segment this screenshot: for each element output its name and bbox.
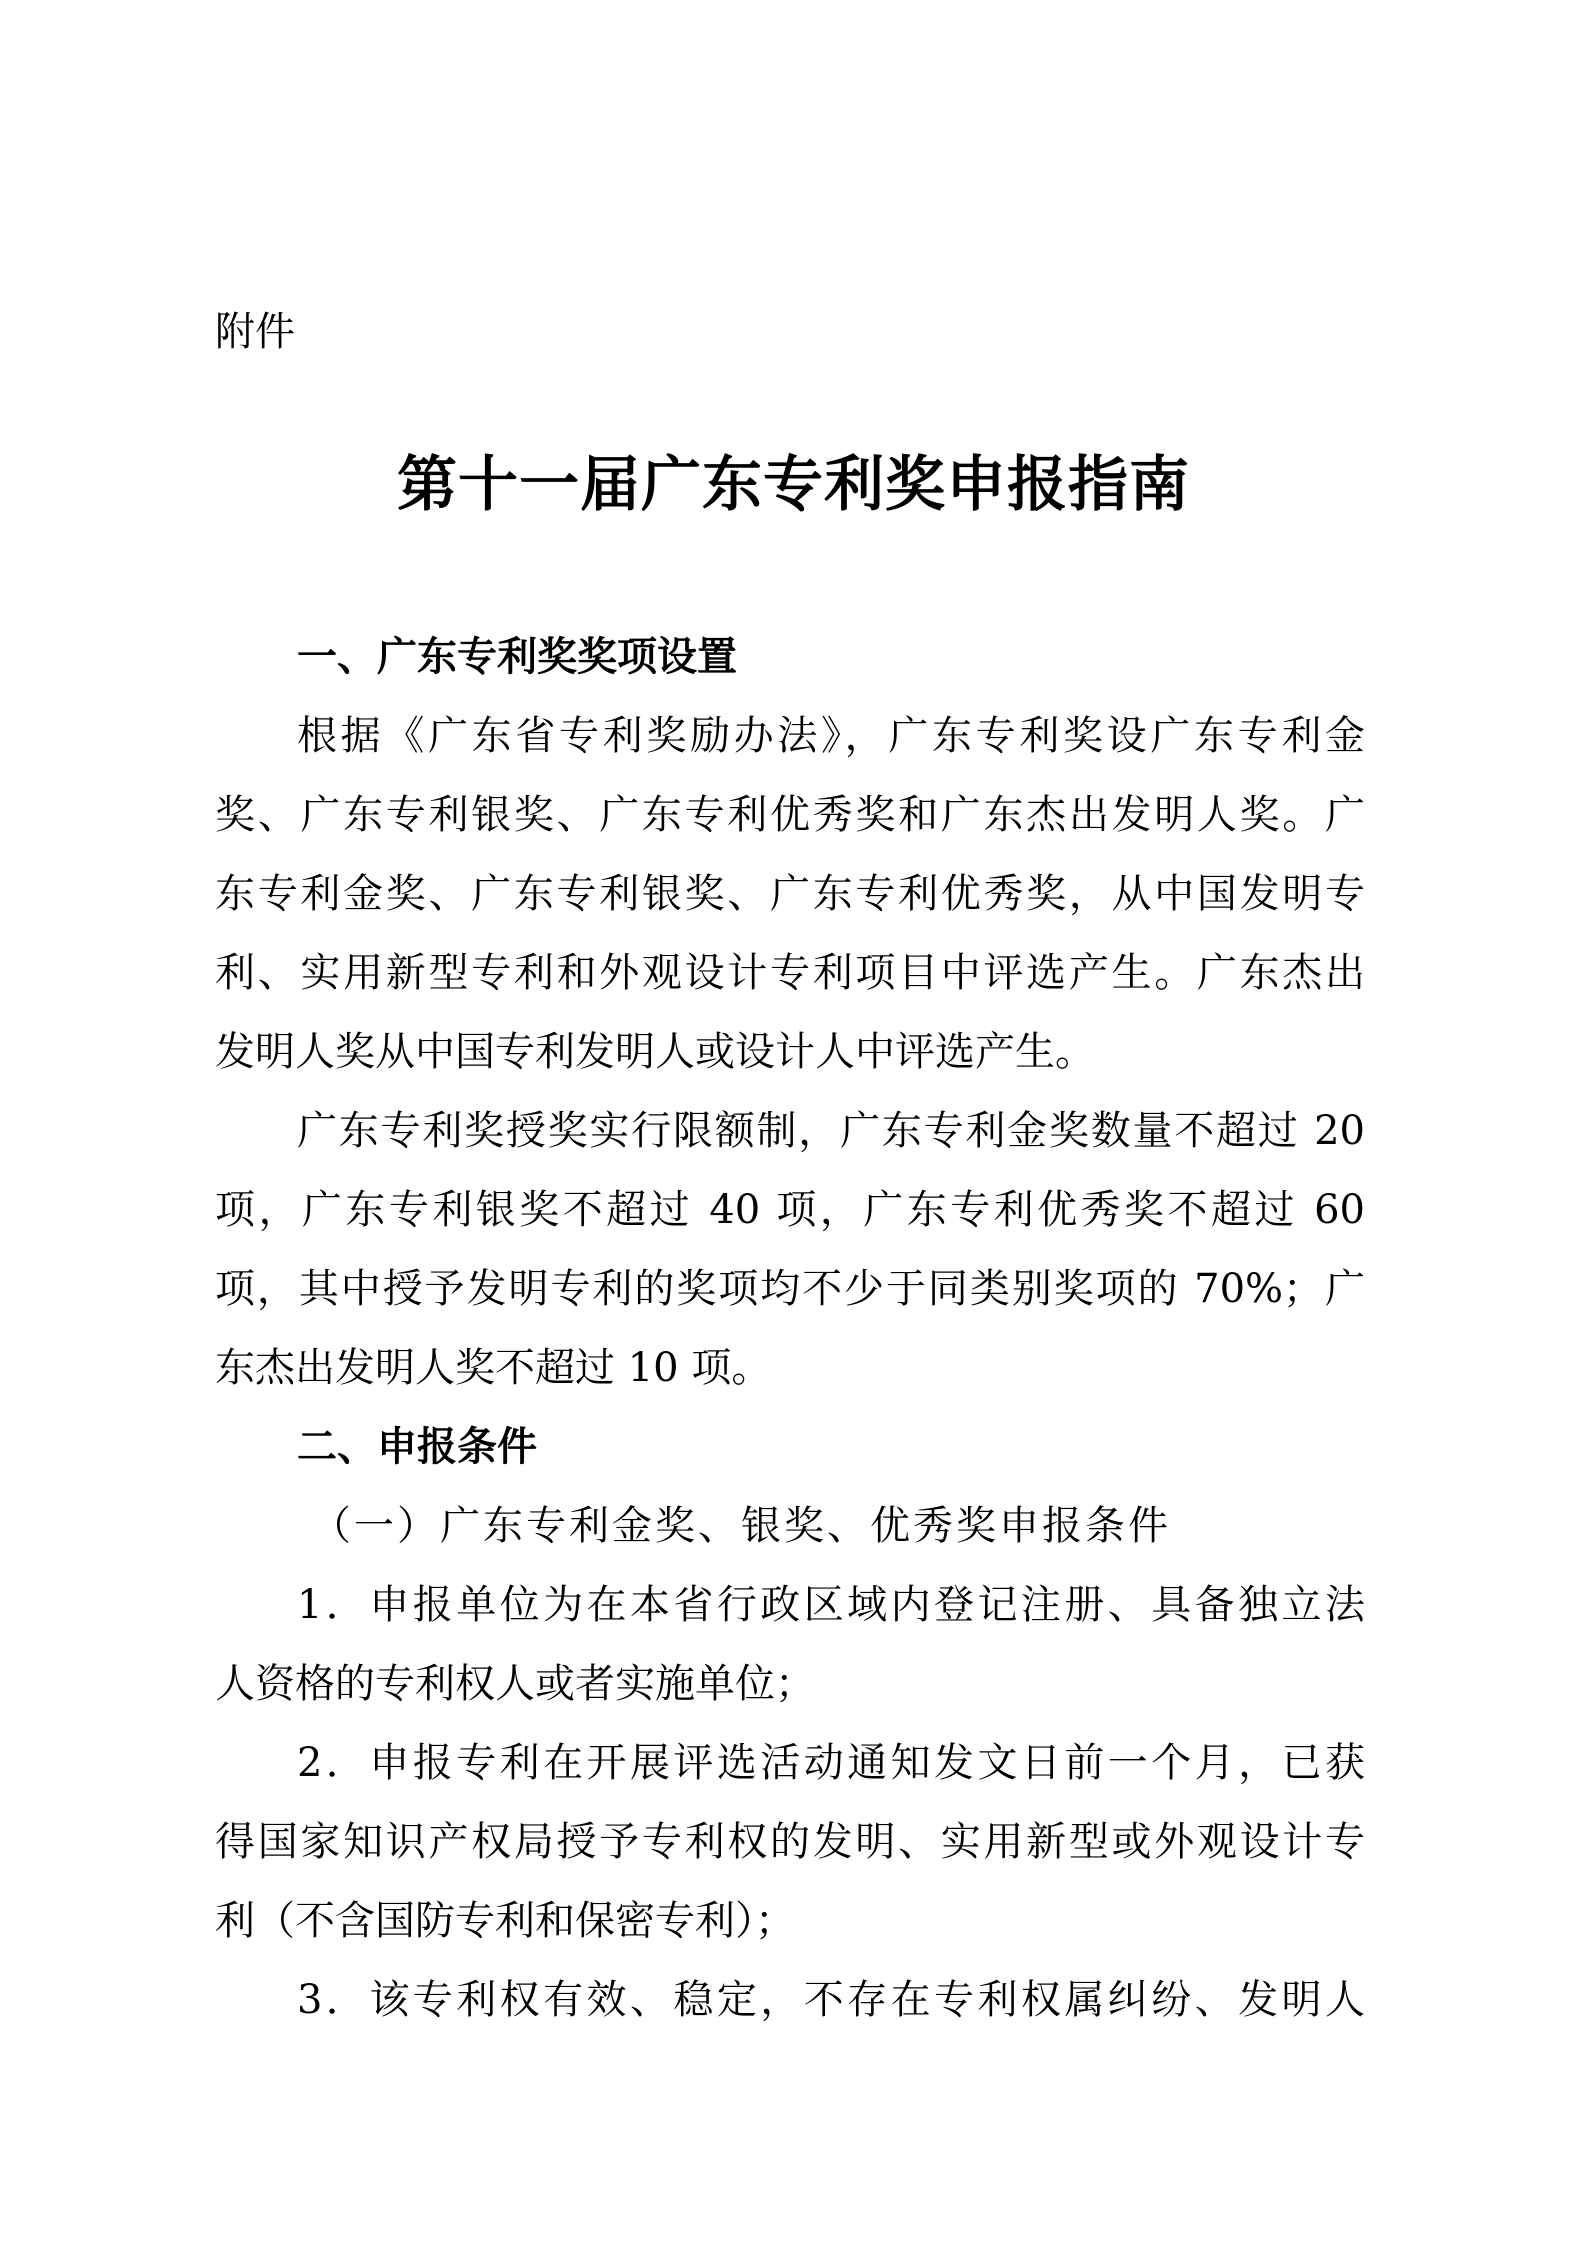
paragraph-line: 奖、广东专利银奖、广东专利优秀奖和广东杰出发明人奖。广 bbox=[215, 792, 1365, 838]
paragraph-line: 广东专利奖授奖实行限额制，广东专利金奖数量不超过 20 bbox=[297, 1108, 1365, 1154]
paragraph-line: 项，其中授予发明专利的奖项均不少于同类别奖项的 70%；广 bbox=[215, 1266, 1365, 1312]
list-item-line: 人资格的专利权人或者实施单位； bbox=[215, 1661, 815, 1707]
paragraph-line: 项，广东专利银奖不超过 40 项，广东专利优秀奖不超过 60 bbox=[215, 1187, 1365, 1233]
list-item-line: 3．该专利权有效、稳定，不存在专利权属纠纷、发明人 bbox=[297, 1977, 1365, 2023]
document-body bbox=[215, 618, 1365, 2040]
paragraph-line: 利、实用新型专利和外观设计专利项目中评选产生。广东杰出 bbox=[215, 950, 1365, 996]
list-item-line: 1．申报单位为在本省行政区域内登记注册、具备独立法 bbox=[297, 1582, 1365, 1628]
section-heading-conditions: 二、申报条件 bbox=[297, 1424, 537, 1470]
list-item-line: 利（不含国防专利和保密专利）； bbox=[215, 1898, 795, 1944]
document-title: 第十一届广东专利奖申报指南 bbox=[397, 450, 1190, 520]
list-item-line: 得国家知识产权局授予专利权的发明、实用新型或外观设计专 bbox=[215, 1819, 1365, 1865]
attachment-label: 附件 bbox=[215, 309, 295, 355]
section-heading-award-settings: 一、广东专利奖奖项设置 bbox=[297, 634, 737, 680]
paragraph-line: 发明人奖从中国专利发明人或设计人中评选产生。 bbox=[215, 1029, 1095, 1075]
paragraph-line: 东杰出发明人奖不超过 10 项。 bbox=[215, 1345, 772, 1391]
list-item-line: 2．申报专利在开展评选活动通知发文日前一个月，已获 bbox=[297, 1740, 1365, 1786]
paragraph-line: 东专利金奖、广东专利银奖、广东专利优秀奖，从中国发明专 bbox=[215, 871, 1365, 917]
paragraph-line: 根据《广东省专利奖励办法》，广东专利奖设广东专利金 bbox=[297, 713, 1365, 759]
subsection-heading: （一）广东专利金奖、银奖、优秀奖申报条件 bbox=[311, 1503, 1171, 1549]
